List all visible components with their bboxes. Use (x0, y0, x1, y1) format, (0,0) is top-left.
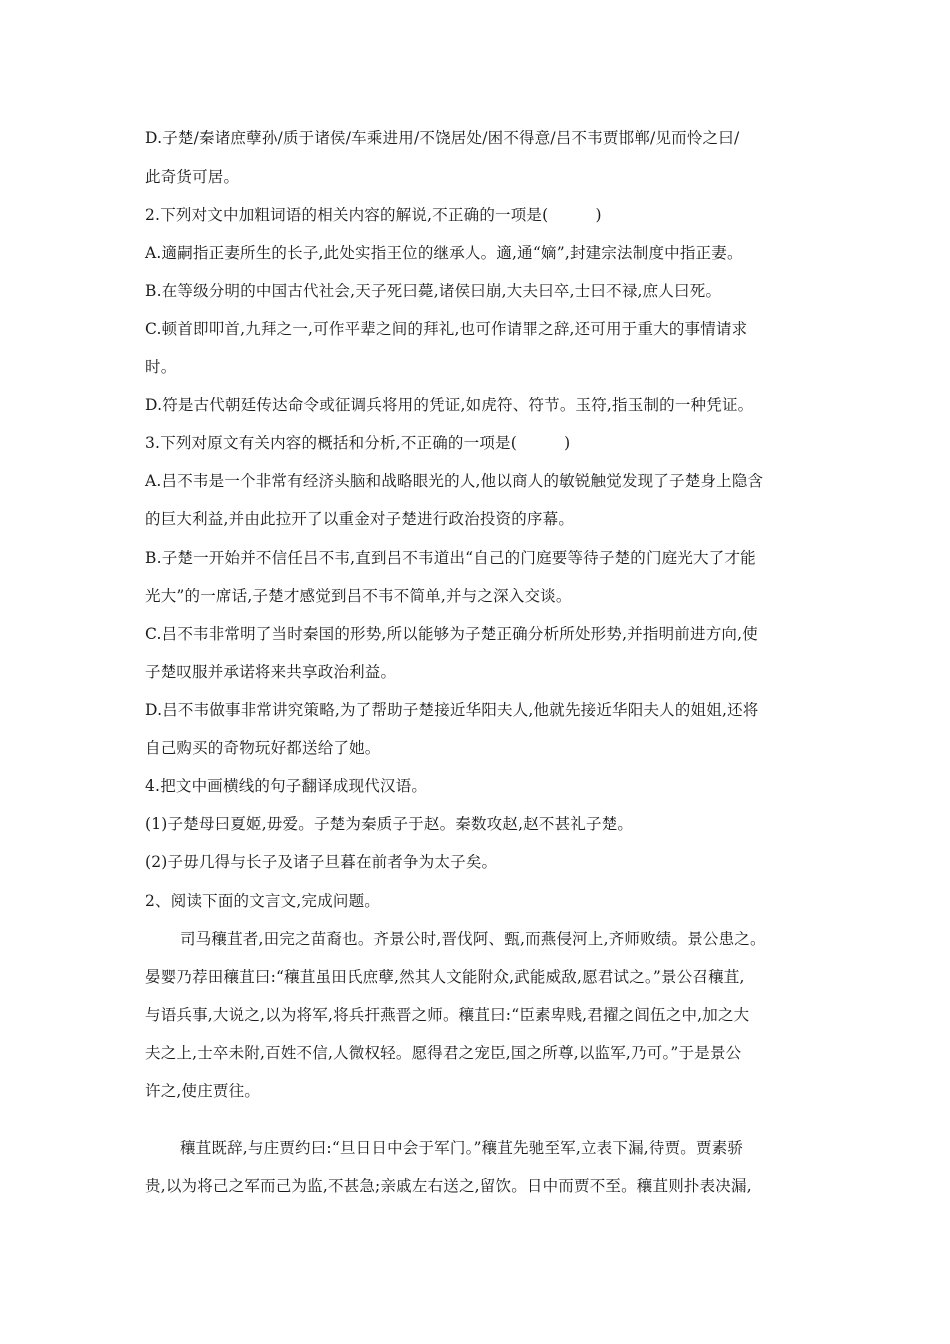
question-4-stem: 4.把文中画横线的句子翻译成现代汉语。 (145, 777, 428, 795)
passage-line: 司马穰苴者,田完之苗裔也。齐景公时,晋伐阿、甄,而燕侵河上,齐师败绩。景公患之。 (180, 930, 766, 948)
question-3-option-b: B.子楚一开始并不信任吕不韦,直到吕不韦道出“自己的门庭要等待子楚的门庭光大了才能 (145, 549, 756, 567)
section-2-heading: 2、阅读下面的文言文,完成问题。 (145, 892, 380, 910)
text-line: 自己购买的奇物玩好都送给了她。 (145, 739, 381, 757)
question-3-option-d: D.吕不韦做事非常讲究策略,为了帮助子楚接近华阳夫人,他就先接近华阳夫人的姐姐,还将 (145, 701, 759, 719)
question-2-stem: 2.下列对文中加粗词语的相关内容的解说,不正确的一项是( ) (145, 206, 602, 224)
question-2-option-d: D.符是古代朝廷传达命令或征调兵将用的凭证,如虎符、符节。玉符,指玉制的一种凭证。 (145, 396, 754, 414)
passage-line: 许之,使庄贾往。 (145, 1082, 261, 1100)
passage-line: 晏婴乃荐田穰苴曰:“穰苴虽田氏庶孽,然其人文能附众,武能威敌,愿君试之。”景公召穰苴, (145, 968, 745, 986)
question-4-item-1: (1)子楚母曰夏姬,毋爱。子楚为秦质子于赵。秦数攻赵,赵不甚礼子楚。 (145, 815, 634, 833)
text-line: 时。 (145, 358, 177, 376)
passage-line: 贵,以为将己之军而己为监,不甚急;亲戚左右送之,留饮。日中而贾不至。穰苴则扑表决漏, (145, 1177, 752, 1195)
text-line: 的巨大利益,并由此拉开了以重金对子楚进行政治投资的序幕。 (145, 510, 575, 528)
text-line: D.子楚/秦诸庶孽孙/质于诸侯/车乘进用/不饶居处/困不得意/吕不韦贾邯郸/见而怜之曰/ (145, 129, 740, 147)
text-line: 此奇货可居。 (145, 168, 240, 186)
passage-line: 与语兵事,大说之,以为将军,将兵扞燕晋之师。穰苴曰:“臣素卑贱,君擢之闾伍之中,加之大 (145, 1006, 750, 1024)
question-3-option-a: A.吕不韦是一个非常有经济头脑和战略眼光的人,他以商人的敏锐触觉发现了子楚身上隐含 (145, 472, 764, 490)
text-line: 子楚叹服并承诺将来共享政治利益。 (145, 663, 397, 681)
question-2-option-c: C.顿首即叩首,九拜之一,可作平辈之间的拜礼,也可作请罪之辞,还可用于重大的事情请求 (145, 320, 748, 338)
question-2-option-a: A.適嗣指正妻所生的长子,此处实指王位的继承人。適,通“嫡”,封建宗法制度中指正妻。 (145, 244, 743, 262)
passage-line: 穰苴既辞,与庄贾约曰:“旦日日中会于军门。”穰苴先驰至军,立表下漏,待贾。贾素骄 (180, 1139, 744, 1157)
question-4-item-2: (2)子毋几得与长子及诸子旦暮在前者争为太子矣。 (145, 853, 498, 871)
text-line: 光大”的一席话,子楚才感觉到吕不韦不简单,并与之深入交谈。 (145, 587, 572, 605)
passage-line: 夫之上,士卒未附,百姓不信,人微权轻。愿得君之宠臣,国之所尊,以监军,乃可。”于是景公 (145, 1044, 742, 1062)
question-2-option-b: B.在等级分明的中国古代社会,天子死曰薨,诸侯曰崩,大夫曰卒,士曰不禄,庶人曰死。 (145, 282, 722, 300)
question-3-option-c: C.吕不韦非常明了当时秦国的形势,所以能够为子楚正确分析所处形势,并指明前进方向,使 (145, 625, 758, 643)
question-3-stem: 3.下列对原文有关内容的概括和分析,不正确的一项是( ) (145, 434, 571, 452)
